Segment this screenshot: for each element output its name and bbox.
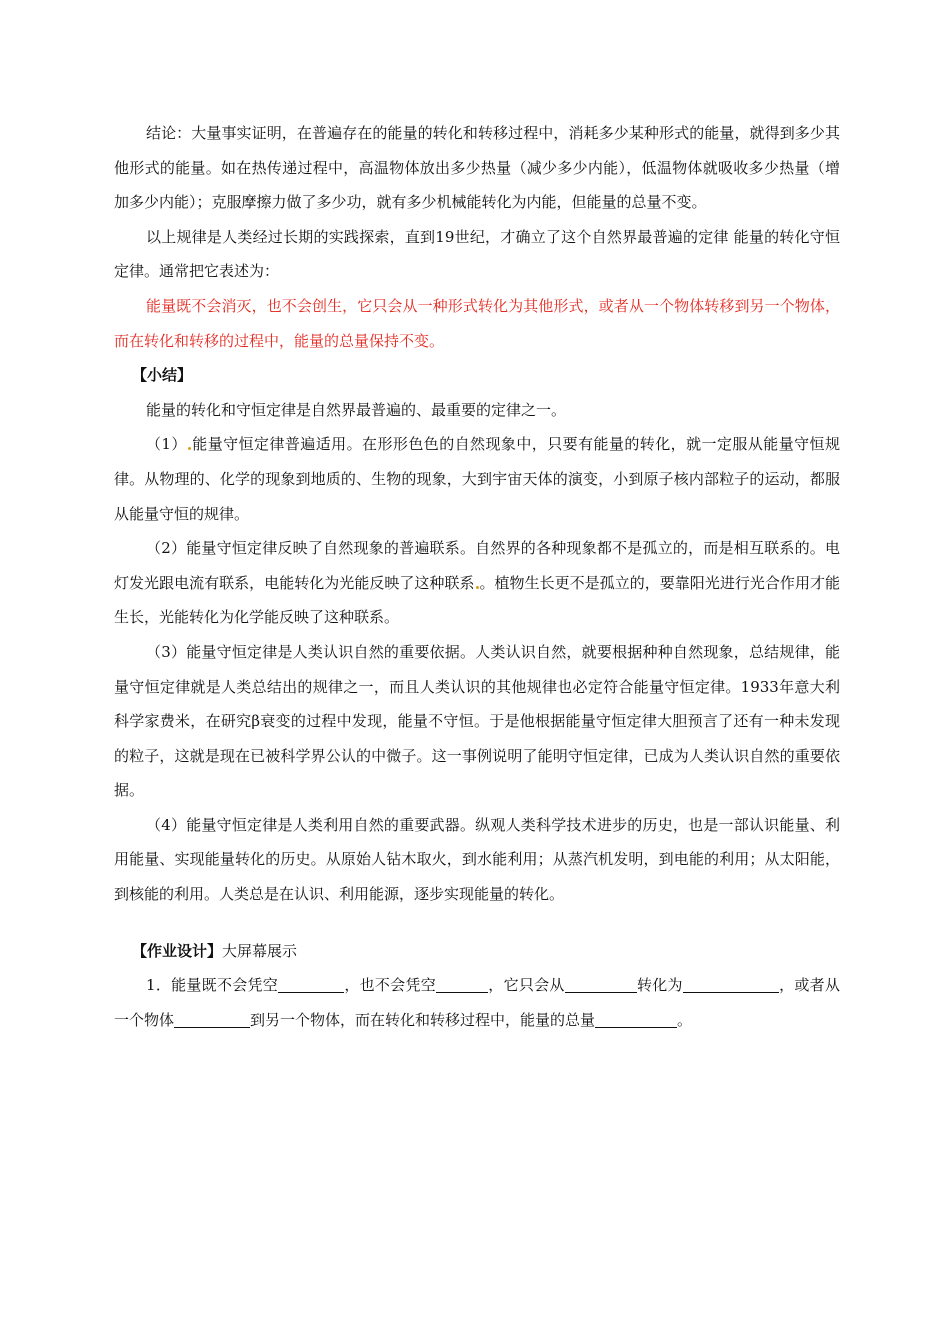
homework-question-1 [114, 968, 840, 1037]
point-label: （1） [146, 435, 187, 454]
question-text: 转化为 [636, 976, 683, 995]
summary-point-1 [114, 427, 840, 531]
annotation-marker [188, 447, 191, 450]
point-text: 能量守恒定律普遍适用。在形形色色的自然现象中，只要有能量的转化，就一定服从能量守恒规律。从物理的、化学的现象到地质的、生物的现象，大到宇宙天体的演变，小到原子核内部粒子的运动，都服从能量守恒的规律。 [114, 435, 840, 523]
summary-heading: 【小结】 [132, 366, 193, 385]
law-statement-paragraph: 能量既不会消灭，也不会创生，它只会从一种形式转化为其他形式，或者从一个物体转移到另一个物体，而在转化和转移的过程中，能量的总量保持不变。 [114, 296, 840, 350]
homework-heading-suffix: 大屏幕展示 [222, 941, 298, 960]
point-label: （3） [146, 642, 187, 661]
answer-blank[interactable] [278, 977, 344, 993]
answer-blank[interactable] [683, 977, 779, 993]
point-text: 能量守恒定律是人类认识自然的重要依据。人类认识自然，就要根据种种自然现象，总结规律，能量守恒定律就是人类总结出的规律之一，而且人类认识的其他规律也必定符合能量守恒定律。1933年意大利科学家费米，在研究β衰变的过程中发现，能量不守恒。于是他根据能量守恒定律大胆预言了还有一种未发现的粒子，这就是现在已被科学界公认的中微子。这一事例说明了能明守恒定律，已成为人类认识自然的重要依据。 [114, 642, 841, 800]
question-text: 到另一个物体，而在转化和转移过程中，能量的总量 [250, 1010, 596, 1029]
summary-point-2 [114, 531, 840, 635]
point-label: （4） [146, 815, 187, 834]
answer-blank[interactable] [565, 977, 637, 993]
law-intro-paragraph: 以上规律是人类经过长期的实践探索，直到19世纪，才确立了这个自然界最普遍的定律 能量的转化守恒定律。通常把它表述为： [114, 227, 840, 281]
conclusion-paragraph: 结论：大量事实证明，在普遍存在的能量的转化和转移过程中，消耗多少某种形式的能量，就得到多少其他形式的能量。如在热传递过程中，高温物体放出多少热量（减少多少内能），低温物体就吸收多少热量（增加多少内能）；克服摩擦力做了多少功，就有多少机械能转化为内能，但能量的总量不变。 [114, 124, 840, 212]
homework-heading [114, 934, 840, 969]
section-gap [114, 912, 840, 934]
question-text: ，它只会从 [488, 976, 565, 995]
point-text-a: 能量守恒定律反映了自然现象的普遍联系。自然界的各种现象都不是孤立的，而是相互联系的。电灯发光跟电流有联系，电能转化为光能反映了这种联系 [114, 539, 841, 592]
summary-point-3 [114, 635, 840, 808]
answer-blank[interactable] [595, 1012, 677, 1028]
question-text: 1．能量既不会凭空 [146, 976, 279, 995]
summary-intro: 能量的转化和守恒定律是自然界最普遍的、最重要的定律之一。 [146, 400, 567, 419]
answer-blank[interactable] [436, 977, 488, 993]
question-text: 。 [677, 1010, 693, 1029]
point-label: （2） [146, 539, 187, 558]
answer-blank[interactable] [174, 1012, 250, 1028]
point-text-b: 。植物生长更不是孤立的，要靠阳光进行光合作用才能生长，光能转化为化学能反映了这种联系。 [114, 573, 840, 627]
point-text: 能量守恒定律是人类利用自然的重要武器。纵观人类科学技术进步的历史，也是一部认识能量、利用能量、实现能量转化的历史。从原始人钻木取火，到水能利用；从蒸汽机发明，到电能的利用；从太阳能，到核能的利用。人类总是在认识、利用能源，逐步实现能量的转化。 [114, 815, 841, 904]
question-text: ，或者从一个物体 [114, 976, 840, 1029]
question-text: ，也不会凭空 [344, 976, 437, 995]
summary-point-4 [114, 808, 840, 912]
document-page [114, 116, 840, 1037]
homework-heading-label: 【作业设计】 [132, 941, 223, 960]
annotation-marker [476, 586, 479, 589]
